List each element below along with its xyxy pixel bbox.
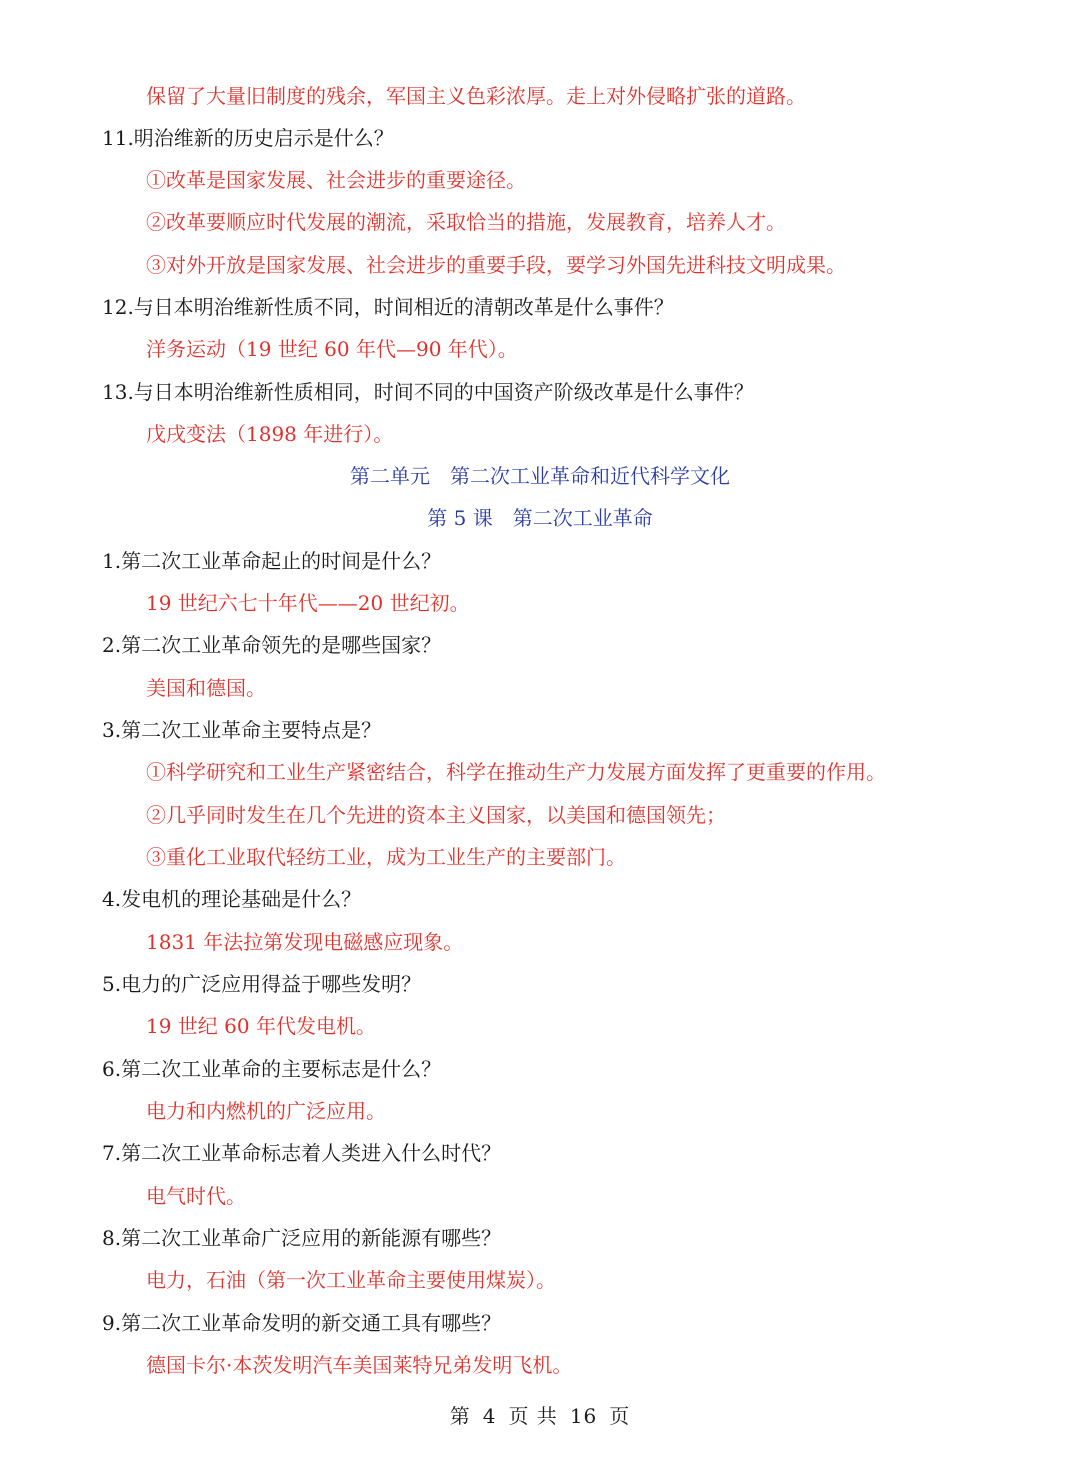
answer-line: 戊戌变法（1898 年进行）。 (146, 422, 394, 446)
question-line: 11.明治维新的历史启示是什么？ (102, 126, 394, 150)
current-page-number: 4 (482, 1404, 497, 1428)
question-line: 8.第二次工业革命广泛应用的新能源有哪些？ (102, 1226, 502, 1250)
answer-line: 19 世纪 60 年代发电机。 (146, 1014, 376, 1038)
question-line: 13.与日本明治维新性质相同，时间不同的中国资产阶级改革是什么事件？ (102, 380, 754, 404)
answer-line: 19 世纪六七十年代——20 世纪初。 (146, 591, 470, 615)
answer-line: 美国和德国。 (146, 676, 266, 700)
answer-line: 德国卡尔·本茨发明汽车美国莱特兄弟发明飞机。 (146, 1353, 573, 1377)
page-label-prefix: 第 (449, 1404, 471, 1428)
question-line: 12.与日本明治维新性质不同，时间相近的清朝改革是什么事件？ (102, 295, 674, 319)
answer-line: ②改革要顺应时代发展的潮流，采取恰当的措施，发展教育，培养人才。 (146, 210, 786, 234)
answer-line: ①科学研究和工业生产紧密结合，科学在推动生产力发展方面发挥了更重要的作用。 (146, 760, 886, 784)
answer-line: 1831 年法拉第发现电磁感应现象。 (146, 930, 464, 954)
question-line: 5.电力的广泛应用得益于哪些发明？ (102, 972, 422, 996)
answer-line: 电力，石油（第一次工业革命主要使用煤炭）。 (146, 1268, 556, 1292)
lesson-heading: 第 5 课 第二次工业革命 (427, 506, 653, 530)
question-line: 1.第二次工业革命起止的时间是什么？ (102, 549, 442, 573)
question-line: 2.第二次工业革命领先的是哪些国家？ (102, 633, 442, 657)
question-line: 7.第二次工业革命标志着人类进入什么时代？ (102, 1141, 502, 1165)
answer-line: 保留了大量旧制度的残余，军国主义色彩浓厚。走上对外侵略扩张的道路。 (146, 84, 806, 108)
answer-line: ③对外开放是国家发展、社会进步的重要手段，要学习外国先进科技文明成果。 (146, 253, 846, 277)
question-line: 9.第二次工业革命发明的新交通工具有哪些？ (102, 1311, 502, 1335)
page-label-mid: 页 共 (508, 1404, 558, 1428)
answer-line: 电气时代。 (146, 1184, 246, 1208)
question-line: 6.第二次工业革命的主要标志是什么？ (102, 1057, 442, 1081)
answer-line: ③重化工业取代轻纺工业，成为工业生产的主要部门。 (146, 845, 626, 869)
answer-line: 洋务运动（19 世纪 60 年代—90 年代）。 (146, 337, 518, 361)
total-pages-number: 16 (569, 1404, 598, 1428)
unit-heading: 第二单元 第二次工业革命和近代科学文化 (350, 464, 730, 488)
question-line: 3.第二次工业革命主要特点是？ (102, 718, 382, 742)
question-line: 4.发电机的理论基础是什么？ (102, 887, 362, 911)
answer-line: ②几乎同时发生在几个先进的资本主义国家，以美国和德国领先； (146, 803, 726, 827)
page-number-footer (0, 1402, 1080, 1430)
page-label-suffix: 页 (609, 1404, 631, 1428)
answer-line: 电力和内燃机的广泛应用。 (146, 1099, 386, 1123)
answer-line: ①改革是国家发展、社会进步的重要途径。 (146, 168, 526, 192)
